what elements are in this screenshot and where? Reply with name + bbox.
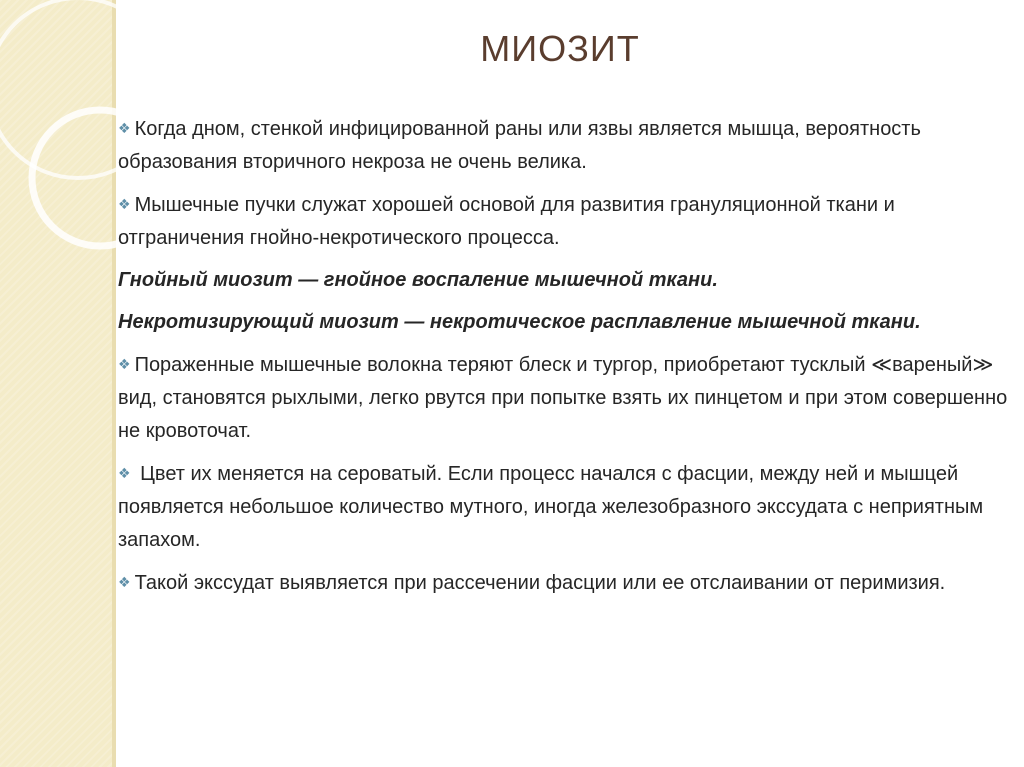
decorative-circles: [0, 0, 130, 767]
bullet-icon: ❖: [118, 356, 131, 372]
paragraph-text: Некротизирующий миозит — некротическое расплавление мышечной ткани.: [118, 311, 921, 333]
paragraph-2: [118, 188, 1016, 255]
paragraph-3: [118, 264, 1016, 297]
paragraph-text: Мышечные пучки служат хорошей основой для развития грануляционной ткани и отграничения гнойно-некротического процесса.: [118, 194, 895, 249]
bullet-icon: ❖: [118, 120, 131, 136]
paragraph-6: [118, 457, 1016, 557]
bullet-icon: ❖: [118, 574, 131, 590]
bullet-icon: ❖: [118, 196, 131, 212]
decorative-circle-large: [0, 0, 130, 178]
slide-content: [118, 112, 1016, 609]
paragraph-7: [118, 566, 1016, 600]
slide-title: МИОЗИТ: [480, 28, 640, 69]
paragraph-text: Гнойный миозит — гнойное воспаление мышечной ткани.: [118, 269, 718, 291]
paragraph-text: Пораженные мышечные волокна теряют блеск и тургор, приобретают тусклый ≪вареный≫ вид, становятся рыхлыми, легко рвутся при попытке взять их пинцетом и при этом совершенно не кровоточат.: [118, 354, 1008, 442]
paragraph-text: Такой экссудат выявляется при рассечении фасции или ее отслаивании от перимизия.: [134, 572, 946, 594]
bullet-icon: ❖: [118, 465, 131, 481]
paragraph-1: [118, 112, 1016, 179]
paragraph-text: Когда дном, стенкой инфицированной раны или язвы является мышца, вероятность образования вторичного некроза не очень велика.: [118, 118, 921, 173]
paragraph-4: [118, 306, 1016, 339]
paragraph-text: Цвет их меняется на сероватый. Если процесс начался с фасции, между ней и мышцей появляется небольшое количество мутного, иногда железобразного экссудата с неприятным запахом.: [118, 463, 984, 551]
paragraph-5: [118, 348, 1016, 448]
